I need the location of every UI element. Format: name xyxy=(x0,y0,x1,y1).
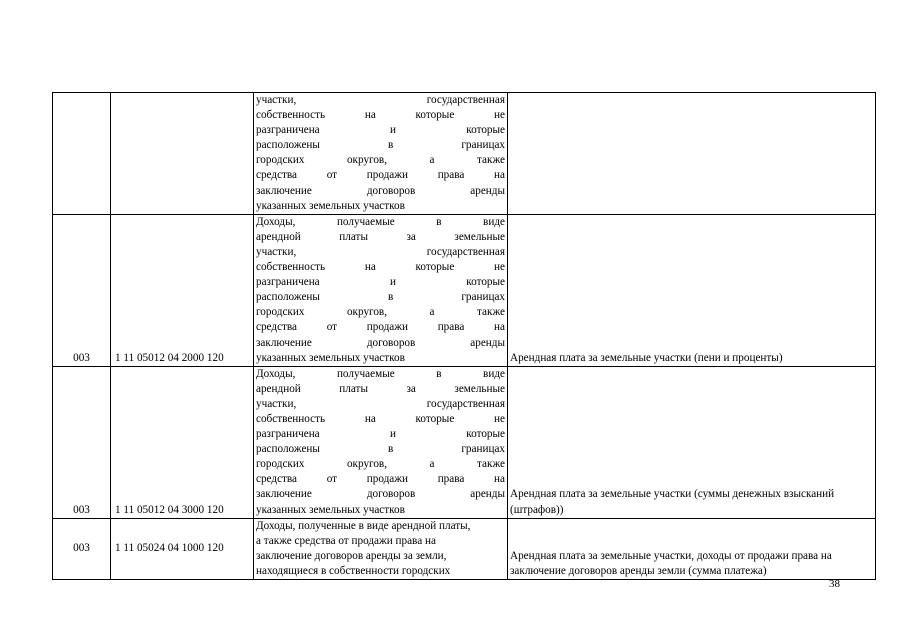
name-line: разграничена и которые xyxy=(256,276,505,289)
name-line: указанных земельных участков xyxy=(256,199,405,212)
name-line: городских округов, а также xyxy=(256,458,505,471)
name-line: собственность на которые не xyxy=(256,412,505,425)
table-row xyxy=(53,366,876,518)
description-line: Арендная плата за земельные участки (пени и проценты) xyxy=(510,351,783,364)
name-line: расположены в границах xyxy=(256,443,505,456)
name-line: заключение договоров аренды за земли, xyxy=(256,549,447,562)
table-row xyxy=(53,518,876,579)
name-line: заключение договоров аренды xyxy=(256,184,505,197)
description-line: (штрафов)) xyxy=(510,503,564,516)
name-line: арендной платы за земельные xyxy=(256,382,505,395)
name-line: а также средства от продажи права на xyxy=(256,534,436,547)
description-cell xyxy=(508,518,876,579)
description-cell xyxy=(508,93,876,215)
name-line: Доходы, получаемые в виде xyxy=(256,367,505,380)
name-line: средства от продажи права на xyxy=(256,169,505,182)
name-line: заключение договоров аренды xyxy=(256,488,505,501)
name-line: Доходы, получаемые в виде xyxy=(256,215,505,228)
revenue-name-cell xyxy=(254,93,508,215)
name-line: собственность на которые не xyxy=(256,109,505,122)
name-line: расположены в границах xyxy=(256,139,505,152)
name-line: средства от продажи права на xyxy=(256,321,505,334)
name-line: заключение договоров аренды xyxy=(256,336,505,349)
admin-code-cell: 003 xyxy=(53,518,111,579)
budget-code-cell xyxy=(111,93,254,215)
admin-code-cell: 003 xyxy=(53,366,111,518)
revenue-code-table xyxy=(52,92,876,580)
revenue-name-cell xyxy=(254,518,508,579)
name-line: средства от продажи права на xyxy=(256,473,505,486)
name-line: указанных земельных участков xyxy=(256,351,405,364)
name-line: Доходы, полученные в виде арендной платы, xyxy=(256,519,471,532)
name-line: арендной платы за земельные xyxy=(256,230,505,243)
description-cell xyxy=(508,366,876,518)
name-line: указанных земельных участков xyxy=(256,503,405,516)
name-line: находящиеся в собственности городских xyxy=(256,564,451,577)
name-line: городских округов, а также xyxy=(256,306,505,319)
name-line: участки, государственная xyxy=(256,245,505,258)
description-line: заключение договоров аренды земли (сумма платежа) xyxy=(510,564,767,577)
name-line: разграничена и которые xyxy=(256,124,505,137)
description-line: Арендная плата за земельные участки (суммы денежных взысканий xyxy=(510,488,835,501)
revenue-name-cell xyxy=(254,366,508,518)
revenue-name-cell xyxy=(254,214,508,366)
budget-code-cell: 1 11 05012 04 2000 120 xyxy=(111,214,254,366)
budget-code-cell: 1 11 05024 04 1000 120 xyxy=(111,518,254,579)
name-line: собственность на которые не xyxy=(256,261,505,274)
admin-code-cell xyxy=(53,93,111,215)
name-line: расположены в границах xyxy=(256,291,505,304)
name-line: участки, государственная xyxy=(256,94,505,106)
description-line: Арендная плата за земельные участки, доходы от продажи права на xyxy=(510,549,832,562)
description-cell xyxy=(508,214,876,366)
table-row xyxy=(53,93,876,215)
budget-code-cell: 1 11 05012 04 3000 120 xyxy=(111,366,254,518)
table-row xyxy=(53,214,876,366)
name-line: городских округов, а также xyxy=(256,154,505,167)
page-number: 38 xyxy=(829,578,840,590)
admin-code-cell: 003 xyxy=(53,214,111,366)
name-line: разграничена и которые xyxy=(256,428,505,441)
name-line: участки, государственная xyxy=(256,397,505,410)
